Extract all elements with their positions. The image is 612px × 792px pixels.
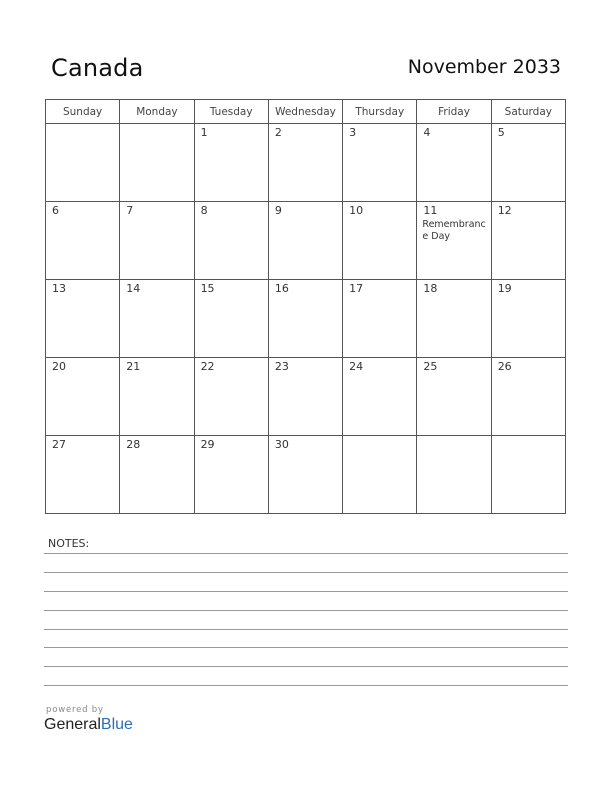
- note-line: [44, 572, 568, 573]
- day-number: 16: [274, 282, 289, 295]
- weekday-header-row: [46, 100, 566, 124]
- note-line: [44, 629, 568, 630]
- day-number: 29: [200, 438, 215, 451]
- day-number: 17: [349, 282, 364, 295]
- calendar-day-cell: [46, 436, 120, 514]
- calendar-day-cell: [268, 124, 342, 202]
- day-number: 6: [52, 204, 59, 217]
- day-number: 8: [200, 204, 208, 217]
- calendar-week-row: [46, 280, 566, 358]
- weekday-tuesday: Tuesday: [194, 100, 268, 124]
- day-number: 11: [423, 204, 438, 217]
- notes-label: NOTES:: [48, 537, 90, 550]
- day-number: 18: [423, 282, 438, 295]
- weekday-monday: Monday: [120, 100, 194, 124]
- calendar-week-row: [46, 358, 566, 436]
- calendar-day-cell: [491, 358, 565, 436]
- calendar-week-row: [46, 436, 566, 514]
- day-number: 19: [497, 282, 512, 295]
- brand-blue-text: Blue: [100, 716, 133, 733]
- day-number: 30: [274, 438, 289, 451]
- generalblue-logo: [44, 716, 133, 734]
- calendar-day-cell: [46, 124, 120, 202]
- calendar-day-cell: [491, 124, 565, 202]
- calendar-day-cell: [46, 358, 120, 436]
- day-number: 1: [200, 126, 208, 139]
- calendar-day-cell: [46, 202, 120, 280]
- weekday-sunday: Sunday: [46, 100, 120, 124]
- calendar-week-row: [46, 124, 566, 202]
- note-line: [44, 610, 568, 611]
- calendar-day-cell: [491, 436, 565, 514]
- day-number: 9: [274, 204, 282, 217]
- calendar-week-row: [46, 202, 566, 280]
- country-title: Canada: [51, 54, 144, 82]
- calendar-day-cell: [343, 436, 417, 514]
- calendar-day-cell: [417, 202, 491, 280]
- calendar-grid: [45, 99, 566, 514]
- day-number: 3: [349, 126, 357, 139]
- day-number: 25: [423, 360, 438, 373]
- calendar-day-cell: [120, 124, 194, 202]
- calendar-day-cell: [417, 124, 491, 202]
- note-line: [44, 591, 568, 592]
- day-number: 2: [274, 126, 282, 139]
- day-number: 20: [52, 360, 66, 373]
- calendar-day-cell: [343, 202, 417, 280]
- calendar-day-cell: [491, 280, 565, 358]
- calendar-day-cell: [343, 280, 417, 358]
- note-line: [44, 685, 568, 686]
- calendar-day-cell: [194, 280, 268, 358]
- calendar-day-cell: [194, 436, 268, 514]
- calendar-day-cell: [343, 358, 417, 436]
- calendar-day-cell: [120, 280, 194, 358]
- calendar-day-cell: [491, 202, 565, 280]
- calendar-day-cell: [417, 358, 491, 436]
- weekday-friday: Friday: [417, 100, 491, 124]
- day-number: 4: [423, 126, 431, 139]
- brand-general-text: General: [44, 716, 101, 733]
- calendar-day-cell: [343, 124, 417, 202]
- day-number: 12: [497, 204, 512, 217]
- day-number: 13: [52, 282, 66, 295]
- powered-by-text: powered by: [46, 705, 104, 715]
- holiday-label: Remembrance Day: [422, 219, 486, 242]
- day-number: 24: [349, 360, 364, 373]
- day-number: 14: [126, 282, 141, 295]
- weekday-wednesday: Wednesday: [268, 100, 342, 124]
- calendar-day-cell: [120, 358, 194, 436]
- calendar-day-cell: [268, 436, 342, 514]
- month-year-title: November 2033: [407, 56, 561, 78]
- day-number: 7: [126, 204, 134, 217]
- calendar-day-cell: [268, 358, 342, 436]
- day-number: 23: [274, 360, 289, 373]
- calendar-day-cell: [268, 280, 342, 358]
- calendar-day-cell: [194, 202, 268, 280]
- weekday-thursday: Thursday: [343, 100, 417, 124]
- weekday-saturday: Saturday: [491, 100, 565, 124]
- day-number: 21: [126, 360, 141, 373]
- calendar-day-cell: [417, 280, 491, 358]
- day-number: 26: [497, 360, 512, 373]
- calendar-day-cell: [194, 124, 268, 202]
- day-number: 5: [497, 126, 505, 139]
- calendar-day-cell: [417, 436, 491, 514]
- day-number: 28: [126, 438, 141, 451]
- note-line: [44, 647, 568, 648]
- day-number: 10: [349, 204, 364, 217]
- note-line: [44, 666, 568, 667]
- calendar-day-cell: [268, 202, 342, 280]
- day-number: 22: [200, 360, 215, 373]
- day-number: 15: [200, 282, 215, 295]
- calendar-day-cell: [120, 436, 194, 514]
- calendar-day-cell: [120, 202, 194, 280]
- calendar-day-cell: [194, 358, 268, 436]
- calendar-day-cell: [46, 280, 120, 358]
- note-line: [44, 553, 568, 554]
- day-number: 27: [52, 438, 66, 451]
